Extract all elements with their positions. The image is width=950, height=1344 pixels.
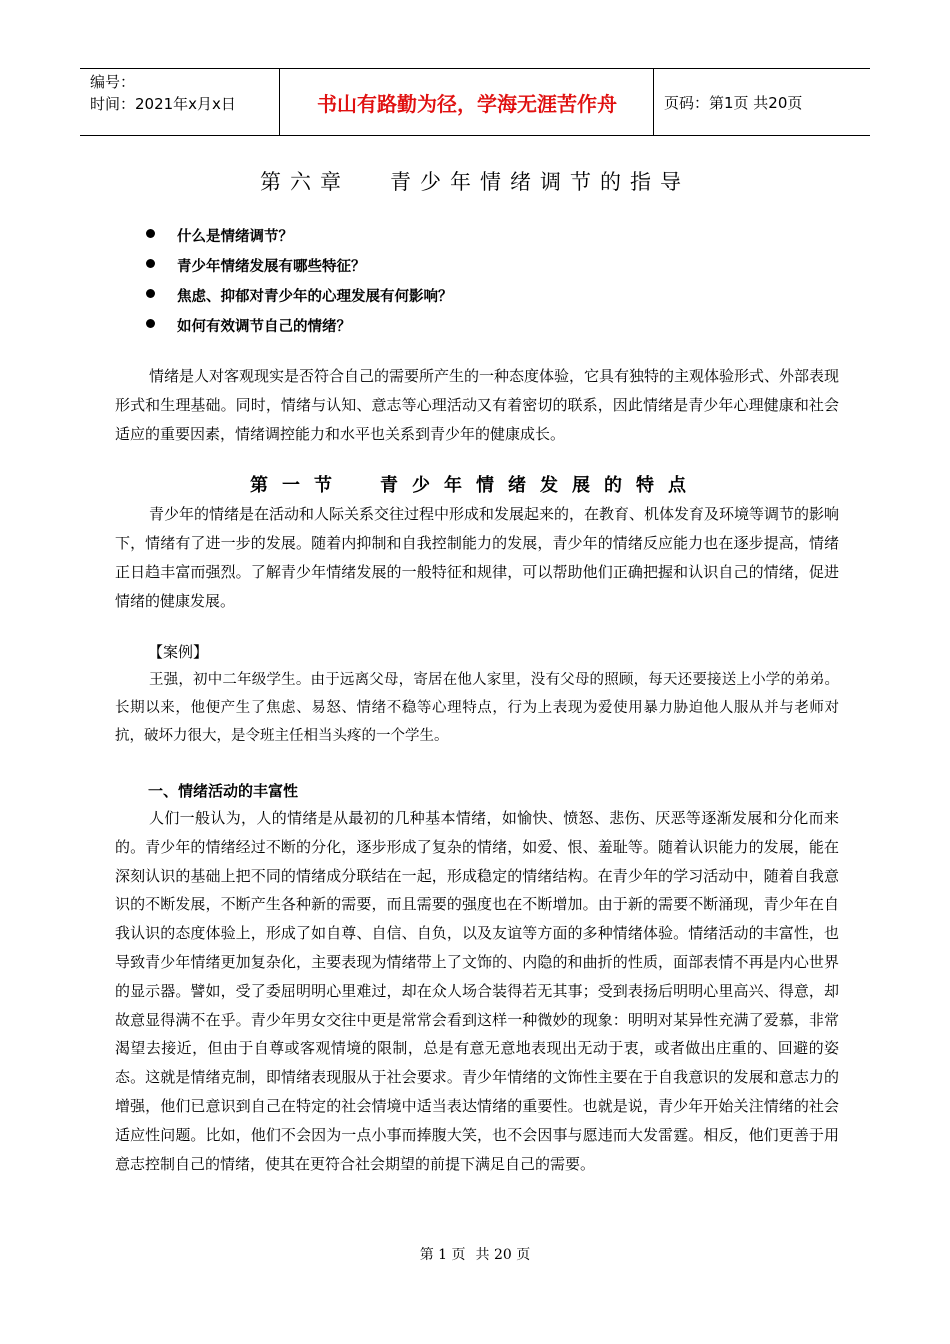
motto: 书山有路勤为径，学海无涯苦作舟 <box>281 69 654 135</box>
list-item: 焦虑、抑郁对青少年的心理发展有何影响？ <box>146 286 453 316</box>
bullet-icon <box>146 259 155 268</box>
list-item: 什么是情绪调节？ <box>146 226 453 256</box>
bullet-icon <box>146 289 155 298</box>
footer-current-page: 第 1 页 <box>419 1247 466 1263</box>
section-number: 第一节 <box>250 475 346 496</box>
header-meta-cell <box>80 69 280 135</box>
list-item: 如何有效调节自己的情绪？ <box>146 316 453 346</box>
bullet-icon <box>146 319 155 328</box>
subsection-paragraph: 人们一般认为，人的情绪是从最初的几种基本情绪，如愉快、愤怒、悲伤、厌恶等逐渐发展和分化而来的。青少年的情绪经过不断的分化，逐步形成了复杂的情绪，如爱、恨、羞耻等。随着认识能力的发展，能在深刻认识的基础上把不同的情绪成分联结在一起，形成稳定的情绪结构。在青少年的学习活动中，随着自我意识的不断发展，不断产生各种新的需要，而且需要的强度也在不断增加。由于新的需要不断涌现，青少年在自我认识的态度体验上，形成了如自尊、自信、自负，以及友谊等方面的多种情绪体验。情绪活动的丰富性，也导致青少年情绪更加复杂化，主要表现为情绪带上了文饰的、内隐的和曲折的性质，面部表情不再是内心世界的显示器。譬如，受了委屈明明心里难过，却在众人场合装得若无其事；受到表扬后明明心里高兴、得意，却故意显得满不在乎。青少年男女交往中更是常常会看到这样一种微妙的现象：明明对某异性充满了爱慕，非常渴望去接近，但由于自尊或客观情境的限制，总是有意无意地表现出无动于衷，或者做出庄重的、回避的姿态。这就是情绪克制，即情绪表现服从于社会要求。青少年情绪的文饰性主要在于自我意识的发展和意志力的增强，他们已意识到自己在特定的社会情境中适当表达情绪的重要性。也就是说，青少年开始关注情绪的社会适应性问题。比如，他们不会因为一点小事而捧腹大笑，也不会因事与愿违而大发雷霆。相反，他们更善于用意志控制自己的情绪，使其在更符合社会期望的前提下满足自己的需要。 <box>115 809 839 1173</box>
chapter-title <box>0 166 950 196</box>
page-info: 页码：第1页 共20页 <box>664 93 803 112</box>
chapter-number: 第六章 <box>260 170 350 194</box>
chapter-name: 青少年情绪调节的指导 <box>390 170 690 194</box>
section-name: 青少年情绪发展的特点 <box>380 475 700 496</box>
subsection-heading: 一、情绪活动的丰富性 <box>148 782 299 800</box>
footer-total-pages: 共 20 页 <box>475 1247 531 1263</box>
bullet-icon <box>146 229 155 238</box>
time-label: 时间：2021年x月x日 <box>90 95 236 113</box>
section-title <box>0 471 950 497</box>
page-footer <box>0 1244 950 1264</box>
header-table <box>80 68 870 136</box>
list-item: 青少年情绪发展有哪些特征？ <box>146 256 453 286</box>
section-paragraph: 青少年的情绪是在活动和人际关系交往过程中形成和发展起来的，在教育、机体发育及环境等调节的影响下，情绪有了进一步的发展。随着内抑制和自我控制能力的发展，青少年的情绪反应能力也在逐步提高，情绪正日趋丰富而强烈。了解青少年情绪发展的一般特征和规律，可以帮助他们正确把握和认识自己的情绪，促进情绪的健康发展。 <box>115 505 840 610</box>
intro-paragraph: 情绪是人对客观现实是否符合自己的需要所产生的一种态度体验，它具有独特的主观体验形式、外部表现形式和生理基础。同时，情绪与认知、意志等心理活动又有着密切的联系，因此情绪是青少年心理健康和社会适应的重要因素，情绪调控能力和水平也关系到青少年的健康成长。 <box>115 367 840 443</box>
question-list <box>146 226 453 346</box>
case-paragraph: 王强，初中二年级学生。由于远离父母，寄居在他人家里，没有父母的照顾，每天还要接送上小学的弟弟。长期以来，他便产生了焦虑、易怒、情绪不稳等心理特点，行为上表现为爱使用暴力胁迫他人服从并与老师对抗，破坏力很大，是令班主任相当头疼的一个学生。 <box>115 672 839 744</box>
number-label: 编号： <box>90 73 136 91</box>
case-label: 【案例】 <box>148 643 209 661</box>
